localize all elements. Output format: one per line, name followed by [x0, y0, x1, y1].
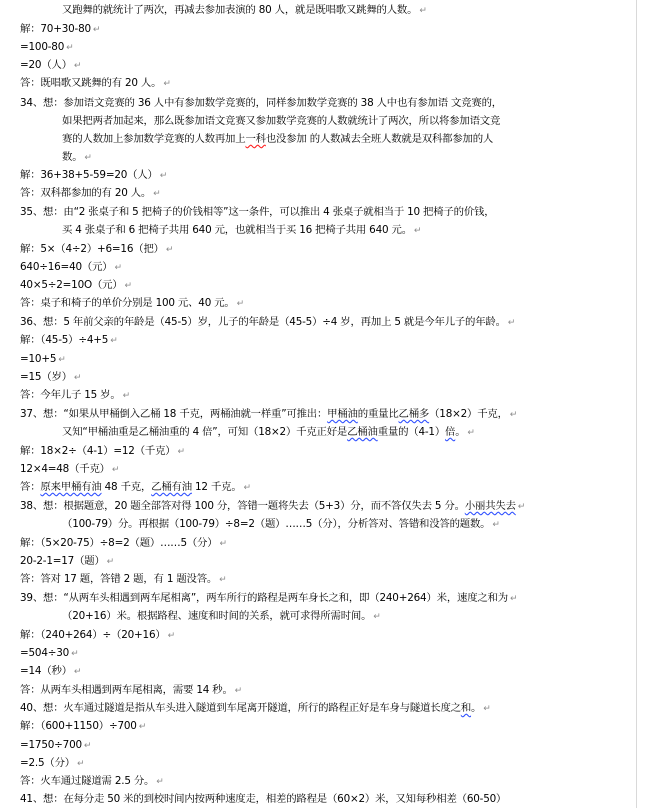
line-text: 40、想：火车通过隧道是指从车头进入隧道到车尾离开隧道，所行的路程正好是车身与隧道长度之: [20, 702, 461, 714]
line-text: 的重量比: [357, 408, 399, 420]
line-text: 35、想：由“2 张桌子和 5 把椅子的价钱相等”这一条件，可以推出 4 张桌子就相当于 10 把椅子的价钱，: [20, 206, 495, 218]
line-text: 也没参加 的人数减去全班人数就是双科都参加的人: [265, 133, 494, 145]
text-line: [20, 646, 78, 661]
text-line: [20, 407, 517, 422]
text-line: [20, 554, 114, 569]
line-text: （18×2）千克，: [429, 408, 508, 420]
text-line: [20, 572, 226, 587]
line-text: 解：70+30-80: [20, 23, 91, 35]
line-text: （100-79）分。再根据（100-79）÷8=2（题）……5（分），分析答对、答错和没答的题数。: [62, 518, 491, 530]
line-text: 解：（600+1150）÷700: [20, 720, 137, 732]
line-text: =100-80: [20, 41, 65, 53]
text-line: [20, 388, 130, 403]
line-text: =15（岁）: [20, 371, 72, 383]
text-line: [62, 114, 500, 128]
line-text: 如果把两者加起来，那么既参加语文竞赛又参加数学竞赛的人数就统计了两次，所以将参加语文竞: [62, 115, 501, 127]
text-line: [20, 738, 91, 753]
text-line: [20, 628, 175, 643]
line-text: 答：桌子和椅子的单价分别是 100 元、40 元。: [20, 297, 235, 309]
line-text: 34、想：参加语文竞赛的 36 人中有参加数学竞赛的，同样参加数学竞赛的 38 人中也有参加语 文竞赛的，: [20, 97, 502, 109]
text-line: [20, 315, 515, 330]
text-line: [20, 22, 100, 37]
line-text: 。: [455, 426, 466, 438]
line-text: 答：双科都参加的有 20 人。: [20, 187, 152, 199]
text-line: [20, 701, 491, 716]
text-line: [20, 536, 227, 551]
line-text: 37、想：“如果从甲桶倒入乙桶 18 千克，两桶油就一样重”可推出：: [20, 408, 328, 420]
text-line: [62, 223, 421, 238]
text-line: [20, 480, 251, 495]
text-line: [62, 609, 381, 624]
text-line: [20, 370, 81, 385]
line-text: =14（秒）: [20, 665, 72, 677]
underlined-text: 小丽共失去: [464, 500, 516, 512]
line-text: 640÷16=40（元）: [20, 261, 113, 273]
line-text: 20-2-1=17（题）: [20, 555, 105, 567]
text-line: [20, 756, 84, 771]
line-text: 40×5÷2=10O（元）: [20, 279, 123, 291]
text-line: [20, 462, 119, 477]
text-line: [20, 333, 118, 348]
line-text: 38、想：根据题意，20 题全部答对得 100 分，答错一题将失去（5+3）分，而不答仅失去 5 分。: [20, 500, 465, 512]
underlined-text: 乙桶油: [347, 426, 378, 438]
underlined-text: 甲桶油: [327, 408, 358, 420]
line-text: 。: [471, 702, 482, 714]
line-text: 解：（5×20-75）÷8=2（题）……5（分）: [20, 537, 218, 549]
underlined-text: 一科: [245, 133, 266, 145]
line-text: （20+16）米。根据路程、速度和时间的关系，就可求得所需时间。: [62, 610, 372, 622]
text-line: [62, 3, 427, 18]
line-text: 解：5×（4÷2）+6=16（把）: [20, 243, 164, 255]
line-text: 答：火车通过隧道需 2.5 分。: [20, 775, 155, 787]
line-text: =10+5: [20, 353, 57, 365]
text-line: [20, 591, 517, 606]
text-line: [20, 260, 122, 275]
page-edge-divider: [636, 0, 637, 808]
underlined-text: 乙桶有油: [151, 481, 192, 493]
line-text: =20（人）: [20, 59, 72, 71]
text-line: [20, 168, 167, 183]
text-line: [20, 774, 164, 789]
text-line: [62, 150, 92, 165]
line-text: 48 千克，: [101, 481, 152, 493]
line-text: 重量的（4-1）: [377, 426, 446, 438]
line-text: 39、想：“从两车头相遇到两车尾相离”，两车所行的路程是两车身长之和，即（240+264）米，速度之和为: [20, 592, 508, 604]
line-text: 解：（240+264）÷（20+16）: [20, 629, 166, 641]
text-line: [20, 96, 502, 110]
text-line: [20, 278, 132, 293]
line-text: 12 千克。: [191, 481, 242, 493]
line-text: =2.5（分）: [20, 757, 76, 769]
line-text: 数。: [62, 151, 83, 163]
line-text: 答：答对 17 题，答错 2 题，有 1 题没答。: [20, 573, 218, 585]
text-line: [20, 664, 81, 679]
text-line: [20, 40, 73, 55]
line-text: 解：（45-5）÷4+5: [20, 334, 109, 346]
text-line: [20, 444, 185, 459]
text-line: [20, 683, 242, 698]
line-text: 赛的人数加上参加数学竞赛的人数再加上: [62, 133, 246, 145]
line-text: 买 4 张桌子和 6 把椅子共用 640 元，也就相当于买 16 把椅子共用 640 元。: [62, 224, 412, 236]
text-line: [20, 499, 525, 514]
underlined-text: 乙桶多: [398, 408, 430, 420]
underlined-text: 原来甲桶有油: [40, 481, 102, 493]
text-line: [20, 792, 506, 806]
line-text: 答：既唱歌又跳舞的有 20 人。: [20, 77, 162, 89]
line-text: 解：36+38+5-59=20（人）: [20, 169, 158, 181]
text-line: [62, 425, 475, 440]
text-line: [20, 719, 146, 734]
line-text: =1750÷700: [20, 739, 82, 751]
text-line: [62, 517, 500, 532]
line-text: 答：今年儿子 15 岁。: [20, 389, 121, 401]
line-text: 41、想：在每分走 50 米的到校时间内按两种速度走，相差的路程是（60×2）米，又知每秒相差（60-50）: [20, 793, 507, 805]
line-text: 36、想：5 年前父亲的年龄是（45-5）岁，儿子的年龄是（45-5）÷4 岁，再加上 5 就是今年儿子的年龄。: [20, 316, 506, 328]
text-line: [20, 296, 244, 311]
line-text: 答：: [20, 481, 41, 493]
text-line: [20, 76, 171, 91]
line-text: 又跑舞的就统计了两次，再减去参加表演的 80 人，就是既唱歌又跳舞的人数。: [62, 4, 418, 16]
text-line: [20, 186, 160, 201]
text-line: [62, 132, 493, 146]
line-text: 12×4=48（千克）: [20, 463, 110, 475]
text-line: [20, 242, 173, 257]
text-line: [20, 352, 66, 367]
text-line: [20, 205, 494, 219]
line-text: 答：从两车头相遇到两车尾相离，需要 14 秒。: [20, 684, 233, 696]
line-text: =504÷30: [20, 647, 70, 659]
line-text: 解：18×2÷（4-1）=12（千克）: [20, 445, 176, 457]
underlined-text: 和: [460, 702, 472, 714]
text-line: [20, 58, 81, 73]
underlined-text: 倍: [445, 426, 456, 438]
line-text: 又知“甲桶油重是乙桶油重的 4 倍”，可知（18×2）千克正好是: [62, 426, 348, 438]
